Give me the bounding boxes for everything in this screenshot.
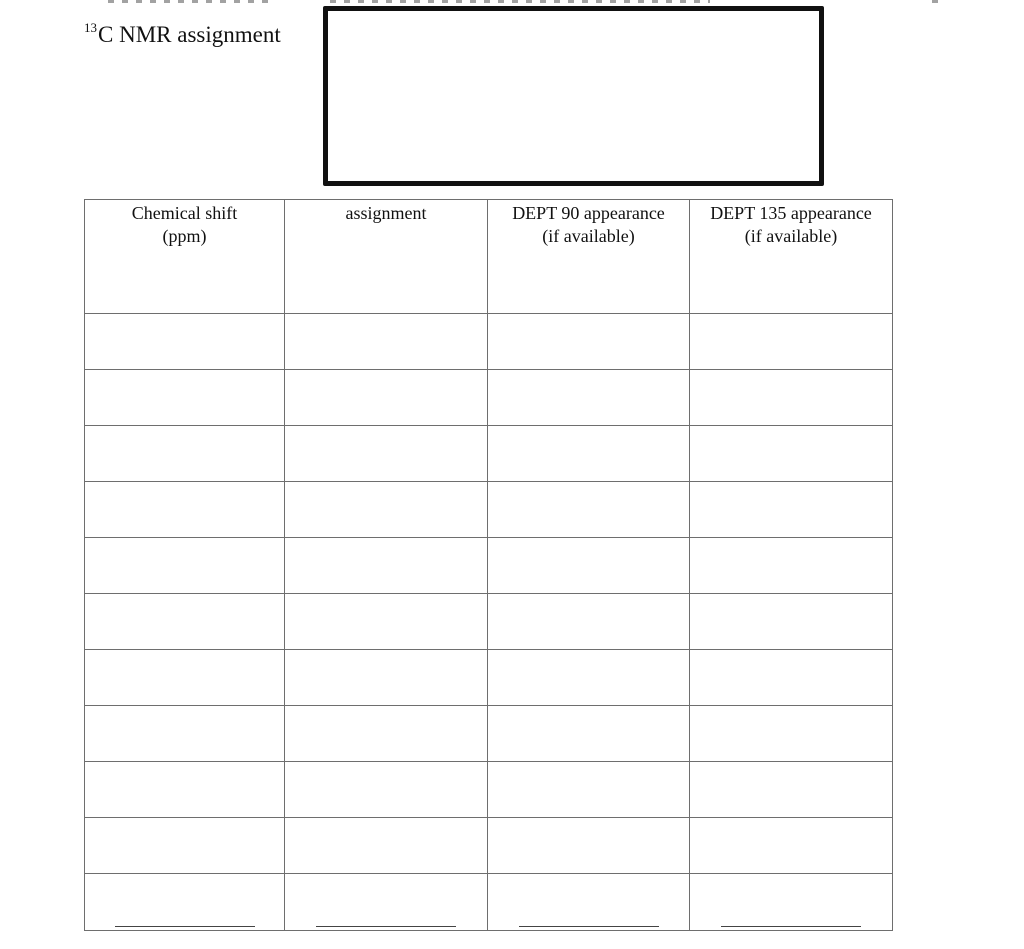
table-row (85, 482, 893, 538)
cell-dept-90[interactable] (488, 314, 690, 370)
cell-chemical-shift[interactable] (85, 538, 285, 594)
header-label: DEPT 135 appearance (710, 203, 872, 223)
fill-in-underline (721, 926, 861, 927)
header-dept-135 (690, 200, 893, 314)
clipped-text-fragment (330, 0, 710, 3)
cell-assignment[interactable] (285, 314, 488, 370)
cell-chemical-shift[interactable] (85, 314, 285, 370)
cell-assignment[interactable] (285, 762, 488, 818)
cell-dept-90[interactable] (488, 650, 690, 706)
table-row (85, 370, 893, 426)
heading-text: C NMR assignment (98, 22, 281, 47)
header-dept-90 (488, 200, 690, 314)
cell-dept-135[interactable] (690, 426, 893, 482)
cell-assignment[interactable] (285, 538, 488, 594)
cell-dept-90[interactable] (488, 482, 690, 538)
cell-dept-135[interactable] (690, 650, 893, 706)
cell-chemical-shift[interactable] (85, 818, 285, 874)
cell-chemical-shift[interactable] (85, 706, 285, 762)
cell-dept-90[interactable] (488, 370, 690, 426)
header-sublabel: (ppm) (162, 226, 207, 246)
cell-dept-135[interactable] (690, 762, 893, 818)
table-row (85, 762, 893, 818)
cell-dept-135[interactable] (690, 538, 893, 594)
header-label: Chemical shift (131, 203, 238, 223)
table-row (85, 650, 893, 706)
table-row (85, 426, 893, 482)
cell-dept-135[interactable] (690, 594, 893, 650)
cell-assignment[interactable] (285, 594, 488, 650)
table-row (85, 706, 893, 762)
cell-dept-135[interactable] (690, 706, 893, 762)
clipped-text-fragment (108, 0, 268, 3)
header-label: DEPT 90 appearance (512, 203, 665, 223)
table-row (85, 818, 893, 874)
cell-chemical-shift[interactable] (85, 650, 285, 706)
header-chemical-shift (85, 200, 285, 314)
clipped-text-fragment (932, 0, 940, 3)
cell-assignment[interactable] (285, 370, 488, 426)
cell-assignment[interactable] (285, 874, 488, 931)
section-heading (84, 22, 281, 48)
table-row (85, 874, 893, 931)
header-assignment (285, 200, 488, 314)
cell-dept-135[interactable] (690, 314, 893, 370)
table-row (85, 314, 893, 370)
cell-assignment[interactable] (285, 482, 488, 538)
table-row (85, 594, 893, 650)
cell-chemical-shift[interactable] (85, 482, 285, 538)
table-row (85, 538, 893, 594)
structure-answer-box[interactable] (323, 6, 824, 186)
cell-dept-90[interactable] (488, 762, 690, 818)
cell-assignment[interactable] (285, 706, 488, 762)
cell-assignment[interactable] (285, 818, 488, 874)
fill-in-underline (519, 926, 659, 927)
header-sublabel: (if available) (542, 226, 635, 246)
cell-chemical-shift[interactable] (85, 594, 285, 650)
cell-dept-90[interactable] (488, 594, 690, 650)
cell-assignment[interactable] (285, 426, 488, 482)
fill-in-underline (115, 926, 255, 927)
cell-chemical-shift[interactable] (85, 874, 285, 931)
cell-dept-90[interactable] (488, 538, 690, 594)
cell-dept-90[interactable] (488, 426, 690, 482)
header-sublabel: (if available) (744, 226, 838, 246)
cell-dept-90[interactable] (488, 818, 690, 874)
cell-dept-135[interactable] (690, 370, 893, 426)
cell-dept-135[interactable] (690, 818, 893, 874)
nmr-assignment-table (84, 199, 893, 931)
cell-chemical-shift[interactable] (85, 426, 285, 482)
fill-in-underline (316, 926, 456, 927)
cell-dept-90[interactable] (488, 706, 690, 762)
header-label: assignment (345, 203, 427, 223)
cell-chemical-shift[interactable] (85, 762, 285, 818)
table-body (85, 314, 893, 931)
cell-dept-135[interactable] (690, 874, 893, 931)
cell-dept-90[interactable] (488, 874, 690, 931)
isotope-superscript: 13 (84, 20, 97, 35)
cell-chemical-shift[interactable] (85, 370, 285, 426)
table-header-row (85, 200, 893, 314)
cell-assignment[interactable] (285, 650, 488, 706)
cell-dept-135[interactable] (690, 482, 893, 538)
